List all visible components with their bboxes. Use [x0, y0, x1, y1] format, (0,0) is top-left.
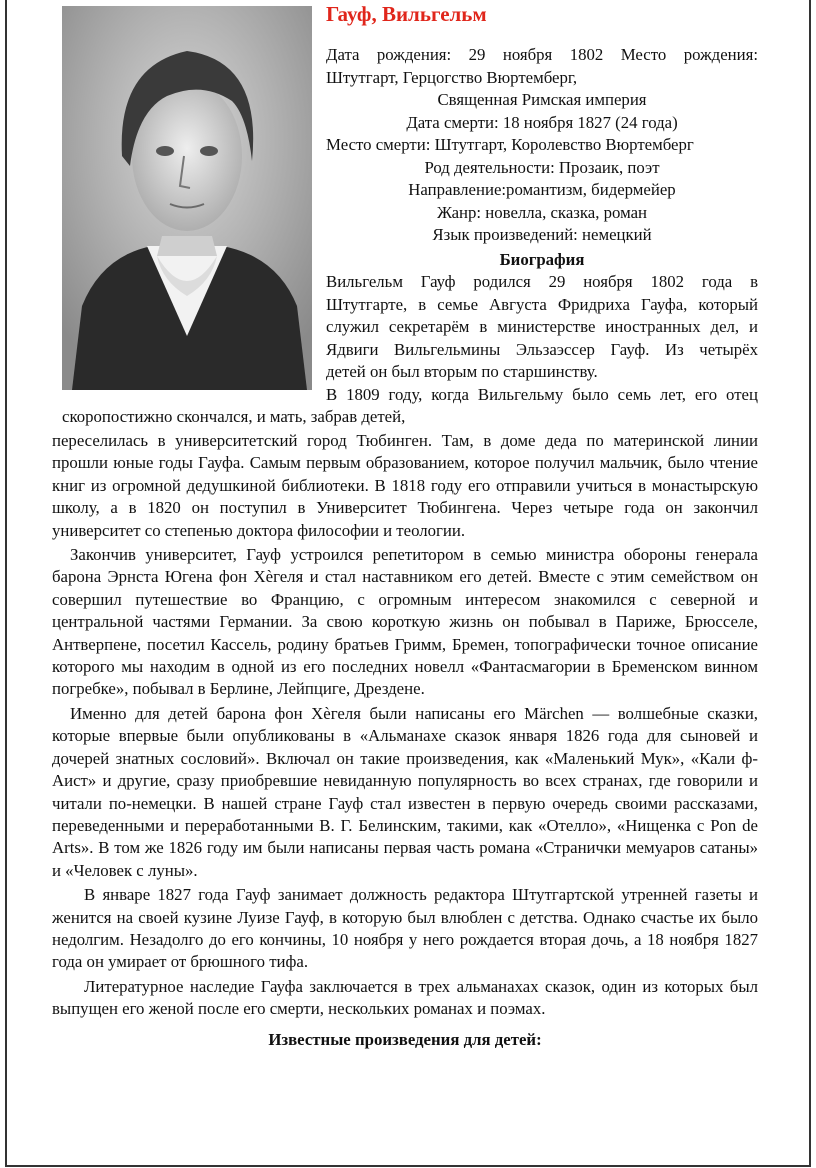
- birth-line-3: Священная Римская империя: [437, 90, 647, 109]
- page-title: Гауф, Вильгельм: [326, 2, 487, 26]
- bio-p1-line4: Ядвиги Вильгельмины Эльзаэссер Гауф. Из четырёх: [326, 339, 758, 359]
- works-heading: Известные произведения для детей:: [268, 1029, 542, 1049]
- death-date: Дата смерти: 18 ноября 1827 (24 года): [406, 112, 678, 132]
- language: Язык произведений: немецкий: [432, 225, 652, 244]
- bio-p1-line2: Штутгарте, в семье Августа Фридриха Гауфа, который: [326, 294, 758, 314]
- bio-p1-line3: служил секретарём в министерстве иностранных дел, и: [326, 317, 758, 336]
- genre: Жанр: новелла, сказка, роман: [436, 202, 648, 222]
- bio-p2-line1: В 1809 году, когда Вильгельму было семь лет, его отец: [326, 384, 758, 404]
- biography-body: [52, 430, 758, 1051]
- bio-p2-rest: переселилась в университетский город Тюбинген. Там, в доме деда по материнской линии прошли юные годы Гауфа. Самым первым образованием, которое получил мальчик, было чтение книг из огромной дедушкиной библиотеки. В 1818 году его отправили учиться в монастырскую школу, а в 1820 он поступил в Университет Тюбингена. Через четыре года он закончил университет со степенью доктора философии и теологии.: [52, 431, 758, 540]
- bio-p6: Литературное наследие Гауфа заключается в трех альманахах сказок, один из которых был выпущен его женой после его смерти, нескольких романах и поэмах.: [52, 976, 758, 1019]
- occupation: Род деятельности: Прозаик, поэт: [424, 157, 660, 177]
- movement: Направление:романтизм, бидермейер: [408, 180, 676, 199]
- bio-p2-line2: скоропостижно скончался, и мать, забрав детей,: [62, 407, 406, 426]
- bio-p4: Именно для детей барона фон Хѐгеля были написаны его Märchen — волшебные сказки, которые впервые были опубликованы в «Альманахе сказок января 1826 года для сыновей и дочерей знатных сословий». Включал он такие произведения, как «Маленький Мук», «Кали ф-Аист» и другие, сразу приобревшие невиданную популярность во всех странах, где говорили и читали по-немецки. В нашей стране Гауф стал известен в первую очередь своими рассказами, переведенными и переработанными В. Г. Белинским, такими, как «Отелло», «Нищенка с Pon de Arts». В том же 1826 году им были написаны первая часть романа «Странички мемуаров сатаны» и «Человек с луны».: [52, 703, 758, 880]
- birth-line-2: Штутгарт, Герцогство Вюртемберг,: [326, 67, 578, 87]
- bio-p1-line5: детей он был вторым по старшинству.: [326, 362, 598, 381]
- birth-line-1: Дата рождения: 29 ноября 1802 Место рождения:: [326, 45, 758, 64]
- biography-heading: Биография: [499, 249, 585, 269]
- bio-p1-line1: Вильгельм Гауф родился 29 ноября 1802 года в: [326, 272, 758, 291]
- bio-p5: В январе 1827 года Гауф занимает должность редактора Штутгартской утренней газеты и женится на своей кузине Луизе Гауф, в которую был влюблен с детства. Однако счастье их было недолгим. Незадолго до его кончины, 10 ноября у него рождается вторая дочь, а 18 ноября 1827 года он умирает от брюшного тифа.: [52, 885, 758, 972]
- portrait-image: [62, 6, 312, 390]
- death-place: Место смерти: Штутгарт, Королевство Вюртемберг: [326, 135, 694, 154]
- bio-p3: Закончив университет, Гауф устроился репетитором в семью министра обороны генерала барона Эрнста Югена фон Хѐгеля и стал наставником его детей. Вместе с этим семейством он совершил путешествие во Францию, с огромным интересом знакомился с северной и центральной частями Германии. За свою короткую жизнь он побывал в Париже, Брюсселе, Антверпене, посетил Кассель, родину братьев Гримм, Бремен, топографически точное описание которого мы находим в одной из его последних новелл «Фантасмагории в Бременском винном погребке», побывал в Берлине, Лейпциге, Дрездене.: [52, 545, 758, 699]
- info-block: [326, 44, 758, 406]
